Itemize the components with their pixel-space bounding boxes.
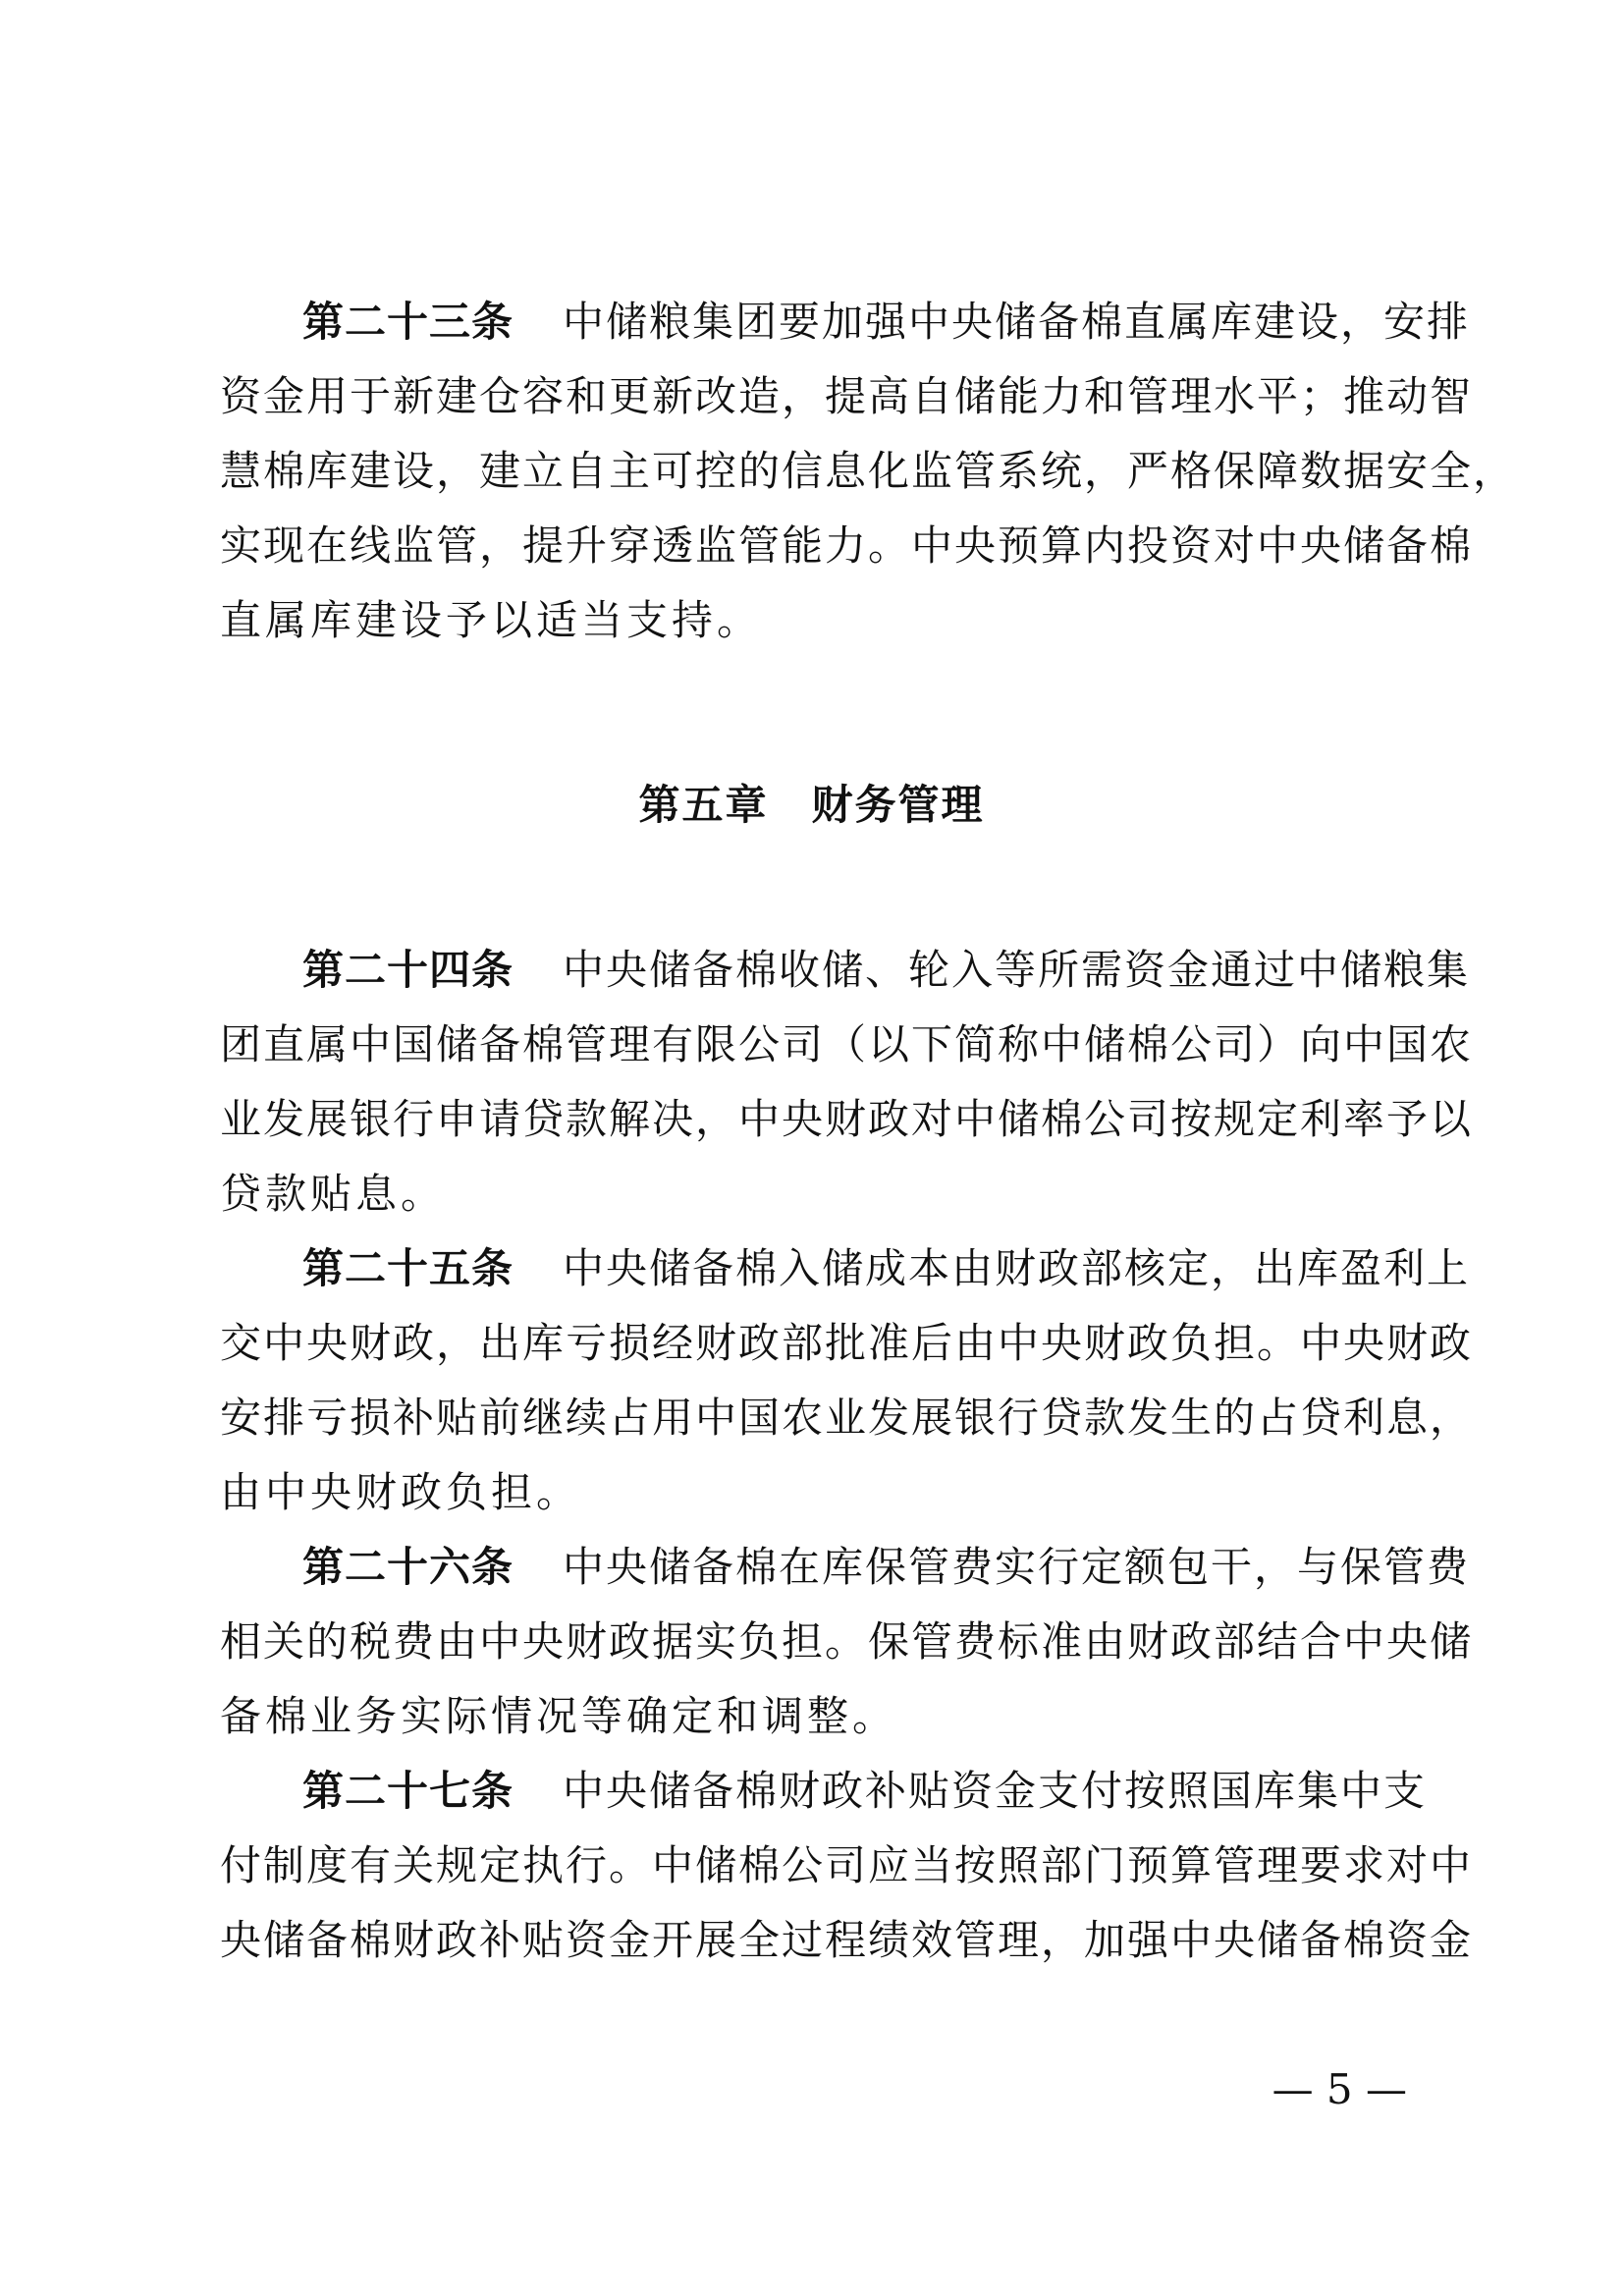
article-26-number: 第二十六条 <box>302 1543 514 1591</box>
article-23-number: 第二十三条 <box>302 298 514 346</box>
page-number: — 5 — <box>1271 2065 1407 2113</box>
article-27-text-1: 中央储备棉财政补贴资金支付按照国库集中支 <box>563 1767 1428 1815</box>
article-27-line-1 <box>302 1754 1428 1829</box>
article-25-number: 第二十五条 <box>302 1244 514 1292</box>
article-24-line-2: 团直属中国储备棉管理有限公司（以下简称中储棉公司）向中国农 <box>220 1020 1474 1068</box>
chapter-title: 财务管理 <box>811 781 985 829</box>
article-23-text-1: 中储粮集团要加强中央储备棉直属库建设，安排 <box>563 298 1471 346</box>
article-26-text-1: 中央储备棉在库保管费实行定额包干，与保管费 <box>563 1543 1471 1591</box>
article-24-line-1 <box>302 933 1471 1008</box>
chapter-number: 第五章 <box>638 781 769 829</box>
article-27-line-3: 央储备棉财政补贴资金开展全过程绩效管理，加强中央储备棉资金 <box>220 1916 1474 1964</box>
article-25-line-1 <box>302 1231 1471 1306</box>
article-24-line-3: 业发展银行申请贷款解决，中央财政对中储棉公司按规定利率予以 <box>220 1095 1474 1143</box>
article-27-number: 第二十七条 <box>302 1767 514 1815</box>
article-25-line-4: 由中央财政负担。 <box>220 1468 582 1516</box>
article-23-line-5: 直属库建设予以适当支持。 <box>220 596 763 644</box>
article-24-text-1: 中央储备棉收储、轮入等所需资金通过中储粮集 <box>563 946 1471 994</box>
chapter-heading <box>0 766 1623 845</box>
article-25-line-2: 交中央财政，出库亏损经财政部批准后由中央财政负担。中央财政 <box>220 1319 1474 1367</box>
article-23-line-2: 资金用于新建仓容和更新改造，提高自储能力和管理水平；推动智 <box>220 372 1474 420</box>
article-26-line-1 <box>302 1530 1471 1605</box>
article-23-line-3: 慧棉库建设，建立自主可控的信息化监管系统，严格保障数据安全， <box>220 447 1517 495</box>
article-26-line-3: 备棉业务实际情况等确定和调整。 <box>220 1692 898 1740</box>
article-25-text-1: 中央储备棉入储成本由财政部核定，出库盈利上 <box>563 1244 1471 1292</box>
article-23-line-1 <box>302 285 1471 359</box>
article-23-line-4: 实现在线监管，提升穿透监管能力。中央预算内投资对中央储备棉 <box>220 521 1474 570</box>
article-26-line-2: 相关的税费由中央财政据实负担。保管费标准由财政部结合中央储 <box>220 1617 1474 1666</box>
article-25-line-3: 安排亏损补贴前继续占用中国农业发展银行贷款发生的占贷利息， <box>220 1394 1474 1442</box>
article-24-number: 第二十四条 <box>302 946 514 994</box>
article-24-line-4: 贷款贴息。 <box>220 1170 447 1218</box>
article-27-line-2: 付制度有关规定执行。中储棉公司应当按照部门预算管理要求对中 <box>220 1841 1474 1889</box>
